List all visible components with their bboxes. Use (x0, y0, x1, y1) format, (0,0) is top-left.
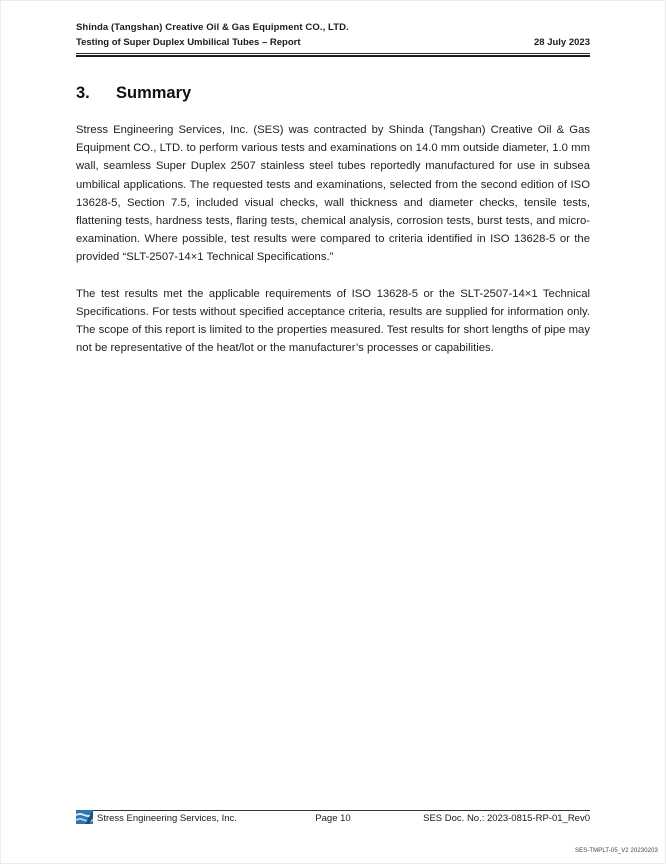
summary-paragraph-1: Stress Engineering Services, Inc. (SES) was contracted by Shinda (Tangshan) Creative Oil & Gas Equipment CO., LTD. to perform various tests and examinations on 14.0 mm outside diameter, 1.0 mm wall, seamless Super Duplex 2507 stainless steel tubes reportedly manufactured for use in subsea umbilical applications. The requested tests and examinations, selected from the second edition of ISO 13628-5, Section 7.5, included visual checks, wall thickness and diameter checks, tensile tests, flattening tests, hardness tests, flaring tests, chemical analysis, corrosion tests, burst tests, and micro-examination. Where possible, test results were compared to criteria identified in ISO 13628-5 or the provided “SLT-2507-14×1 Technical Specifications.” (76, 124, 590, 264)
footer-doc-number: SES Doc. No.: 2023-0815-RP-01_Rev0 (423, 813, 590, 824)
footer-page-number: Page 10 (315, 813, 351, 824)
footer-row (76, 813, 590, 824)
header-row (76, 37, 590, 48)
page-footer (76, 810, 590, 824)
footer-left (76, 813, 315, 824)
page-header (76, 22, 590, 57)
footer-divider (76, 810, 590, 811)
section-heading (76, 84, 590, 103)
header-title-line: Testing of Super Duplex Umbilical Tubes – Report (76, 37, 301, 48)
section-title: Summary (116, 84, 192, 102)
header-company-line: Shinda (Tangshan) Creative Oil & Gas Equipment CO., LTD. (76, 22, 349, 33)
template-code: SES-TMPLT-05_V2 20230203 (574, 848, 658, 854)
section-number: 3. (76, 84, 90, 102)
header-date: 28 July 2023 (534, 37, 590, 48)
footer-company: Stress Engineering Services, Inc. (97, 813, 237, 824)
page-content (76, 22, 590, 369)
summary-paragraph-2: The test results met the applicable requirements of ISO 13628-5 or the SLT-2507-14×1 Technical Specifications. For tests without specified acceptance criteria, results are supplied for information only. The scope of this report is limited to the properties measured. Test results for short lengths of pipe may not be representative of the heat/lot or the manufacturer’s processes or capabilities. (76, 287, 590, 355)
ses-logo-icon (76, 810, 93, 824)
header-divider (76, 53, 590, 57)
